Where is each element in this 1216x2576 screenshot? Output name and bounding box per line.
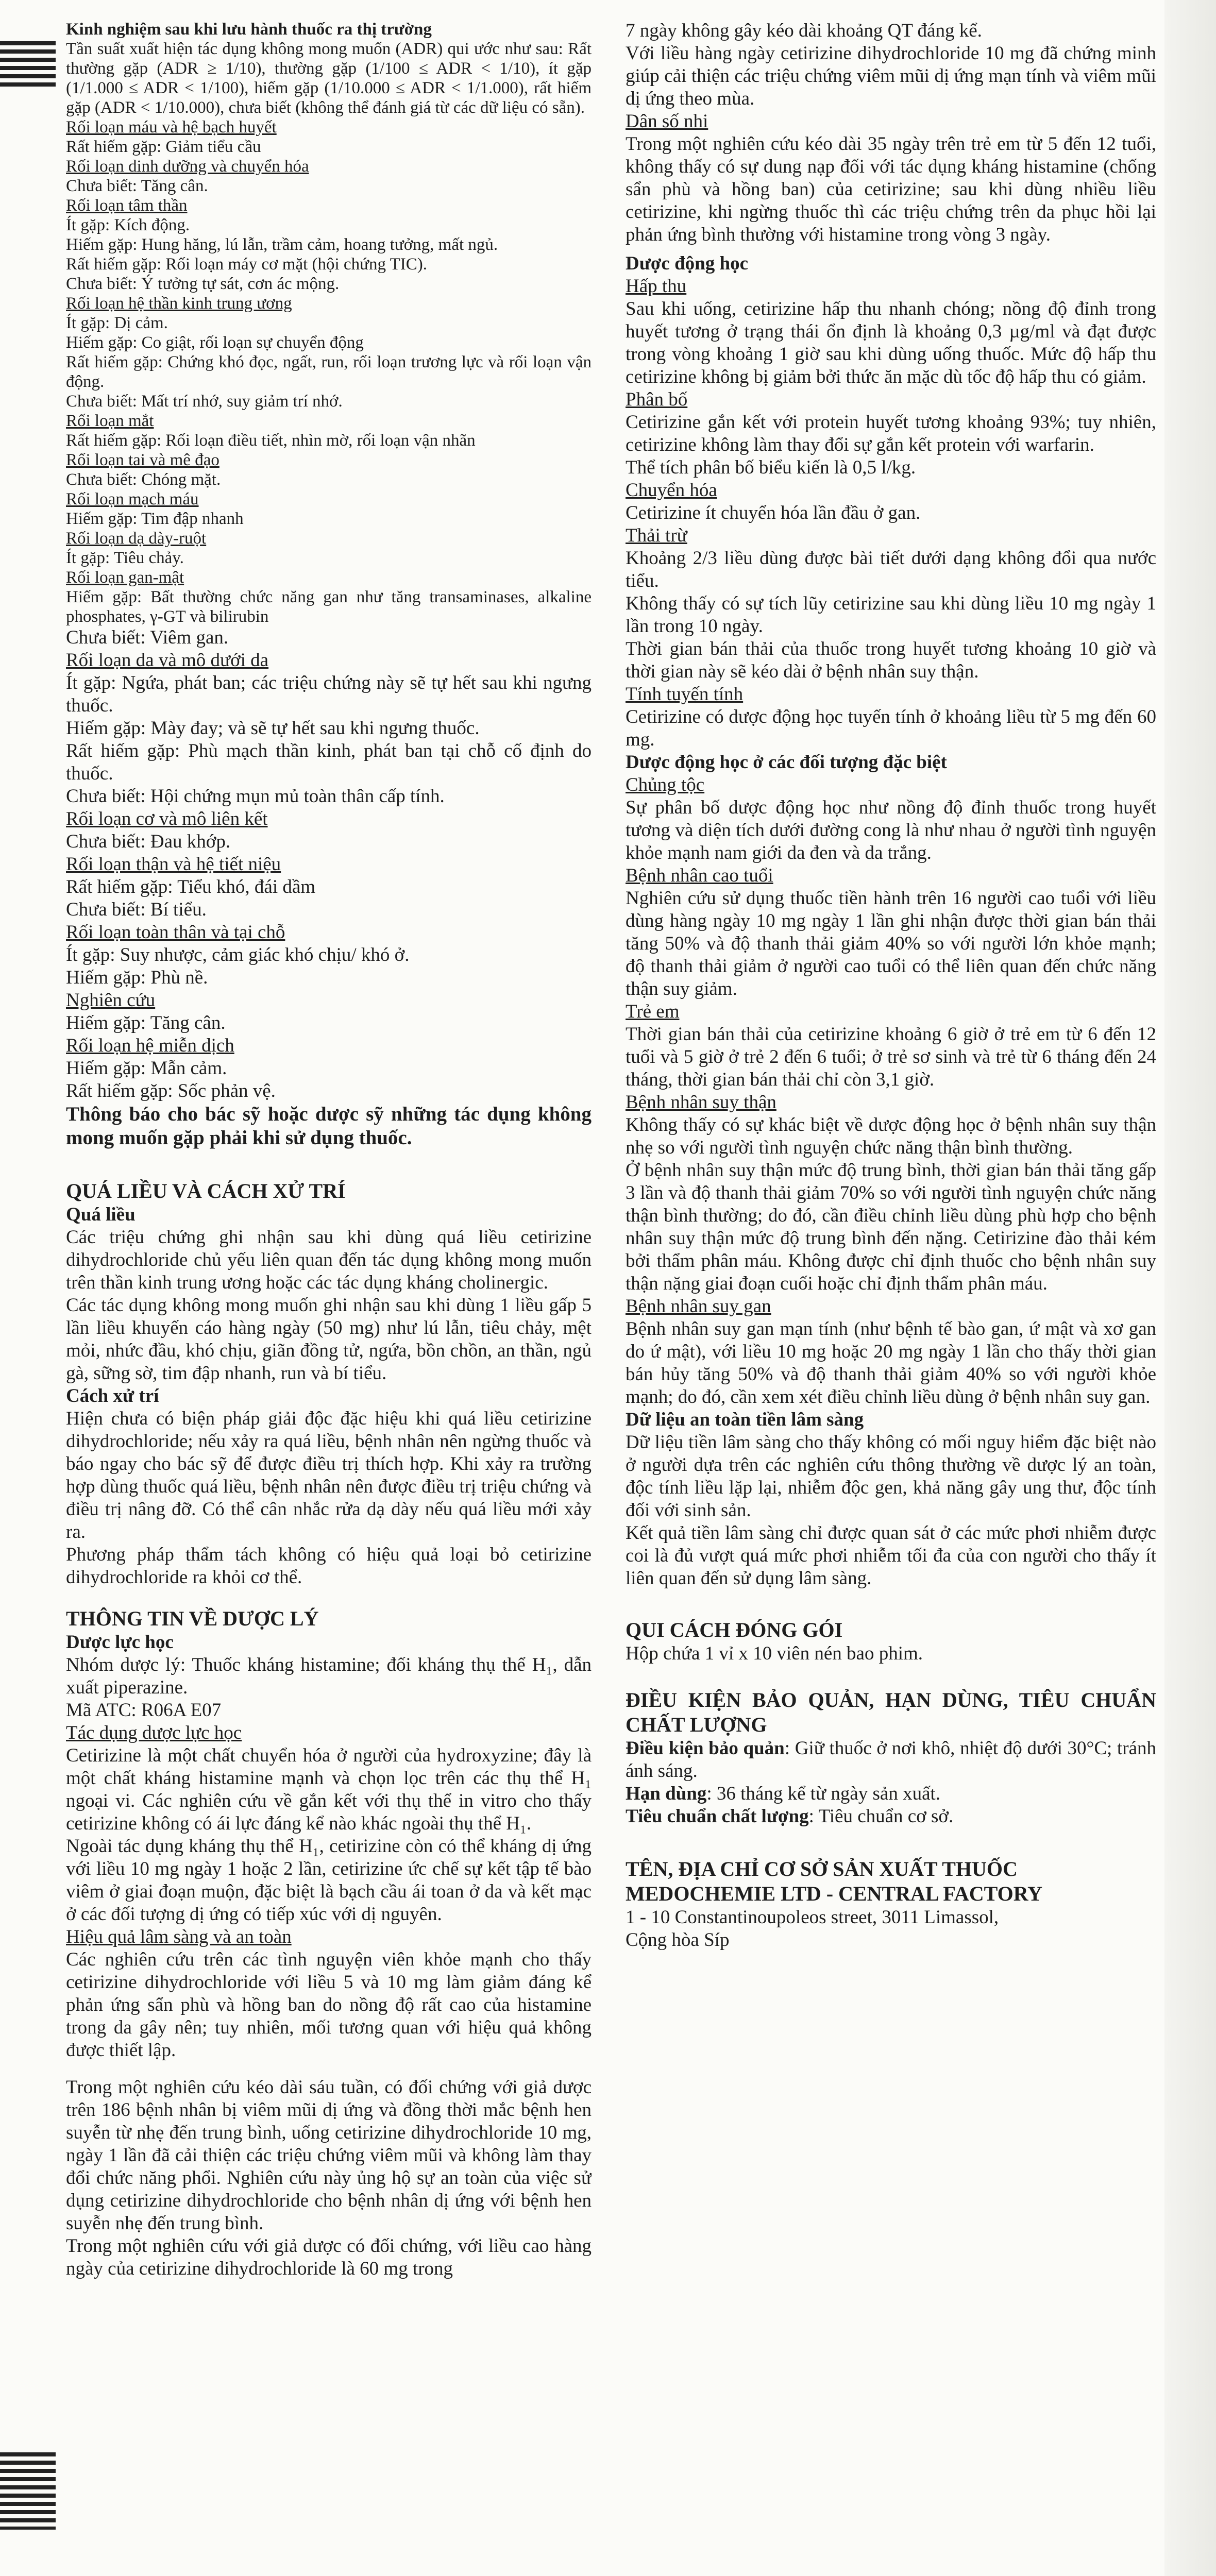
renal-paragraph: Không thấy có sự khác biệt về dược động học ở bệnh nhân suy thận nhẹ so với người tình nguyện chức năng thận bình thường. <box>626 1114 1156 1158</box>
children-subtitle: Trẻ em <box>626 1001 680 1022</box>
adr-heading: Rối loạn gan-mật <box>66 568 184 587</box>
adr-item: Ít gặp: Kích động. <box>66 216 190 234</box>
adr-item: Chưa biết: Đau khớp. <box>66 831 231 852</box>
adr-heading: Rối loạn mắt <box>66 412 154 430</box>
elimination-paragraph: Không thấy có sự tích lũy cetirizine sau khi dùng liều 10 mg ngày 1 lần trong 10 ngày. <box>626 593 1156 637</box>
clinical-paragraph: Trong một nghiên cứu với giả dược có đối chứng, với liều cao hàng ngày của cetirizine dihydrochloride là 60 mg trong <box>66 2235 592 2279</box>
right-column <box>626 20 1156 2576</box>
adr-heading: Rối loạn dạ dày-ruột <box>66 529 207 548</box>
metabolism-subtitle: Chuyển hóa <box>626 480 717 501</box>
elderly-paragraph: Nghiên cứu sử dụng thuốc tiền hành trên 16 người cao tuổi với liều dùng hàng ngày 10 mg ngày 1 lần ghi nhận được thời gian bán thải tăng 50% và độ thanh thải giảm 40% so với người lớn khỏe mạnh; độ thanh thải giảm ở người cao tuổi có thể liên quan đến chức năng thận suy giảm. <box>626 888 1156 999</box>
quality-value: : Tiêu chuẩn cơ sở. <box>808 1806 954 1827</box>
hepatic-subtitle: Bệnh nhân suy gan <box>626 1296 771 1317</box>
adr-heading: Rối loạn hệ thần kinh trung ương <box>66 294 292 313</box>
adr-heading: Rối loạn hệ miễn dịch <box>66 1035 234 1056</box>
adr-item: Chưa biết: Tăng cân. <box>66 177 208 195</box>
distribution-paragraph: Cetirizine gắn kết với protein huyết tương khoảng 93%; tuy nhiên, cetirizine không làm thay đổi sự gắn kết protein với warfarin. <box>626 412 1156 455</box>
absorption-subtitle: Hấp thu <box>626 276 687 297</box>
special-populations-title: Dược động học ở các đối tượng đặc biệt <box>626 752 947 773</box>
continued-paragraph: 7 ngày không gây kéo dài khoảng QT đáng kể. <box>626 20 982 41</box>
adr-item: Rất hiếm gặp: Chứng khó đọc, ngất, run, rối loạn trương lực và rối loạn vận động. <box>66 353 592 391</box>
report-warning: Thông báo cho bác sỹ hoặc dược sỹ những tác dụng không mong muốn gặp phải khi sử dụng thuốc. <box>66 1103 592 1149</box>
adr-heading: Rối loạn toàn thân và tại chỗ <box>66 922 285 943</box>
adr-item: Ít gặp: Tiêu chảy. <box>66 549 184 567</box>
treatment-paragraph: Hiện chưa có biện pháp giải độc đặc hiệu khi quá liều cetirizine dihydrochloride; nếu xảy ra quá liều, bệnh nhân nên ngừng thuốc và báo ngay cho bác sỹ để được điều trị thích hợp. Khi xảy ra trường hợp dùng thuốc quá liều, bệnh nhân nên được điều trị triệu chứng và điều trị nâng đỡ. Có thể cân nhắc rửa dạ dày nếu quá liều mới xảy ra. <box>66 1408 592 1543</box>
packaging-paragraph: Hộp chứa 1 vỉ x 10 viên nén bao phim. <box>626 1643 923 1664</box>
pharmacology-title: THÔNG TIN VỀ DƯỢC LÝ <box>66 1607 319 1630</box>
manufacturer-country: Cộng hòa Síp <box>626 1929 730 1951</box>
adr-item: Ít gặp: Dị cảm. <box>66 314 168 332</box>
hepatic-paragraph: Bệnh nhân suy gan mạn tính (như bệnh tế bào gan, ứ mật và xơ gan do ứ mật), với liều 10 mg hoặc 20 mg ngày 1 lần cho thấy thời gian bán hủy tăng 50% và độ thanh thải giảm 40% so với người khỏe mạnh; do đó, cần xem xét điều chỉnh liều dùng ở bệnh nhân suy gan. <box>626 1318 1156 1408</box>
adr-heading: Rối loạn tâm thần <box>66 196 188 215</box>
frequency-intro: Tần suất xuất hiện tác dụng không mong muốn (ADR) qui ước như sau: Rất thường gặp (ADR ≥ 1/10), thường gặp (1/100 ≤ ADR < 1/10), ít gặp (1/1.000 ≤ ADR < 1/100), hiếm gặp (1/10.000 ≤ ADR < 1/1.000), rất hiếm gặp (ADR < 1/10.000), chưa biết (không thể đánh giá từ các dữ liệu có sẵn). <box>66 40 592 117</box>
treatment-subtitle: Cách xử trí <box>66 1385 159 1406</box>
pediatric-paragraph: Trong một nghiên cứu kéo dài 35 ngày trên trẻ em từ 5 đến 12 tuổi, không thấy có sự dung nạp đối với tác dụng kháng histamine (chống sẩn phù và hồng ban) của cetirizine; sau khi dùng nhiều liều cetirizine, khi ngừng thuốc thì các triệu chứng trên da phục hồi lại phản ứng bình thường với histamine trong vòng 3 ngày. <box>626 133 1156 245</box>
clinical-paragraph: Trong một nghiên cứu kéo dài sáu tuần, có đối chứng với giả dược trên 186 bệnh nhân bị viêm mũi dị ứng và đồng thời mắc bệnh hen suyễn từ nhẹ đến trung bình, uống cetirizine dihydrochloride 10 mg, ngày 1 lần đã cải thiện các triệu chứng viêm mũi và không làm thay đổi chức năng phổi. Nghiên cứu này ủng hộ sự an toàn của việc sử dụng cetirizine dihydrochloride cho bệnh nhân dị ứng với bệnh hen suyễn nhẹ đến trung bình. <box>66 2077 592 2234</box>
manufacturer-name: MEDOCHEMIE LTD - CENTRAL FACTORY <box>626 1882 1043 1905</box>
continued-paragraph: Với liều hàng ngày cetirizine dihydrochloride 10 mg đã chứng minh giúp cải thiện các triệu chứng viêm mũi dị ứng mạn tính và viêm mũi dị ứng theo mùa. <box>626 43 1156 109</box>
storage-value: : Giữ thuốc ở nơi khô, nhiệt độ dưới 30°C; tránh ánh sáng. <box>626 1738 1156 1782</box>
metabolism-paragraph: Cetirizine ít chuyển hóa lần đầu ở gan. <box>626 502 921 523</box>
clinical-paragraph: Các nghiên cứu trên các tình nguyện viên khỏe mạnh cho thấy cetirizine dihydrochloride với liều 5 và 10 mg làm giảm đáng kể phản ứng sẩn phù và hồng ban do nồng độ rất cao của histamine trong da gây nên; tuy nhiên, mối tương quan với hiệu quả không được thiết lập. <box>66 1949 592 2061</box>
adr-heading: Rối loạn tai và mê đạo <box>66 451 219 469</box>
left-column <box>66 20 592 2576</box>
clinical-subtitle: Hiệu quả lâm sàng và an toàn <box>66 1926 292 1947</box>
adr-heading: Nghiên cứu <box>66 990 156 1011</box>
overdose-paragraph: Các tác dụng không mong muốn ghi nhận sau khi dùng 1 liều gấp 5 lần liều khuyến cáo hàng ngày (50 mg) như lú lẫn, tiêu chảy, mệt mỏi, nhức đầu, khó chịu, giãn đồng tử, ngứa, bồn chồn, an thần, ngủ gà, sững sờ, tim đập nhanh, run và bí tiểu. <box>66 1295 592 1384</box>
pharmacokinetics-title: Dược động học <box>626 253 748 274</box>
adr-item: Hiếm gặp: Mày đay; và sẽ tự hết sau khi ngưng thuốc. <box>66 718 480 739</box>
mechanism-paragraph: Cetirizine là một chất chuyển hóa ở người của hydroxyzine; đây là một chất kháng histamine mạnh và chọn lọc trên các thụ thể H₁ ngoại vi. Các nghiên cứu về gắn kết với thụ thể in vitro cho thấy cetirizine không có ái lực đáng kể nào khác ngoài thụ thể H₁. <box>66 1745 592 1834</box>
adr-item: Ít gặp: Suy nhược, cảm giác khó chịu/ khó ở. <box>66 944 410 965</box>
adr-heading: Rối loạn mạch máu <box>66 490 199 509</box>
expiry-value: : 36 tháng kể từ ngày sản xuất. <box>706 1783 941 1804</box>
packaging-title: QUI CÁCH ĐÓNG GÓI <box>626 1618 843 1641</box>
adr-item: Hiếm gặp: Hung hăng, lú lẫn, trầm cảm, hoang tưởng, mất ngủ. <box>66 235 498 254</box>
adr-heading: Rối loạn thận và hệ tiết niệu <box>66 854 281 875</box>
expiry-label: Hạn dùng <box>626 1783 707 1804</box>
children-paragraph: Thời gian bán thải của cetirizine khoảng 6 giờ ở trẻ em từ 6 đến 12 tuổi và 5 giờ ở trẻ 2 đến 6 tuổi; ở trẻ sơ sinh và trẻ từ 6 tháng đến 24 tháng, thời gian bán thải chỉ còn 3,1 giờ. <box>626 1024 1156 1090</box>
adr-item: Ít gặp: Ngứa, phát ban; các triệu chứng này sẽ tự hết sau khi ngưng thuốc. <box>66 672 592 716</box>
distribution-paragraph: Thể tích phân bố biểu kiến là 0,5 l/kg. <box>626 457 916 478</box>
overdose-paragraph: Các triệu chứng ghi nhận sau khi dùng quá liều cetirizine dihydrochloride chủ yếu liên quan đến tác dụng không mong muốn trên thần kinh trung ương hoặc các tác dụng kháng cholinergic. <box>66 1227 592 1293</box>
manufacturer-address: 1 - 10 Constantinoupoleos street, 3011 Limassol, <box>626 1907 999 1928</box>
adr-item: Rất hiếm gặp: Rối loạn máy cơ mặt (hội chứng TIC). <box>66 255 428 274</box>
overdose-subtitle: Quá liều <box>66 1204 136 1225</box>
adr-item: Chưa biết: Hội chứng mụn mủ toàn thân cấp tính. <box>66 786 445 807</box>
adr-item: Hiếm gặp: Tim đập nhanh <box>66 510 244 528</box>
adr-item: Hiếm gặp: Mẫn cảm. <box>66 1058 227 1079</box>
elimination-paragraph: Khoảng 2/3 liều dùng được bài tiết dưới dạng không đổi qua nước tiểu. <box>626 548 1156 591</box>
barcode-mark-bottom <box>0 2452 56 2530</box>
adr-item: Rất hiếm gặp: Rối loạn điều tiết, nhìn mờ, rối loạn vận nhãn <box>66 431 476 450</box>
storage-line <box>626 1737 1156 1783</box>
adr-heading: Rối loạn da và mô dưới da <box>66 650 269 671</box>
preclinical-title: Dữ liệu an toàn tiền lâm sàng <box>626 1409 864 1430</box>
adr-heading: Rối loạn máu và hệ bạch huyết <box>66 118 277 137</box>
linearity-subtitle: Tính tuyến tính <box>626 684 744 705</box>
linearity-paragraph: Cetirizine có dược động học tuyến tính ở khoảng liều từ 5 mg đến 60 mg. <box>626 706 1156 750</box>
preclinical-paragraph: Dữ liệu tiền lâm sàng cho thấy không có mối nguy hiểm đặc biệt nào ở người dựa trên các nghiên cứu thông thường về dược lý an toàn, độc tính liều lặp lại, nhiễm độc gen, khả năng gây ung thư, độc tính đối với sinh sản. <box>626 1432 1156 1521</box>
elimination-paragraph: Thời gian bán thải của thuốc trong huyết tương khoảng 10 giờ và thời gian này sẽ kéo dài ở bệnh nhân suy thận. <box>626 638 1156 682</box>
page-fold-shadow <box>1164 0 1216 2576</box>
treatment-paragraph: Phương pháp thẩm tách không có hiệu quả loại bỏ cetirizine dihydrochloride ra khỏi cơ thể. <box>66 1544 592 1588</box>
adr-heading: Rối loạn dinh dưỡng và chuyển hóa <box>66 157 309 176</box>
absorption-paragraph: Sau khi uống, cetirizine hấp thu nhanh chóng; nồng độ đỉnh trong huyết tương ở trạng thái ổn định là khoảng 0,3 µg/ml và đạt được trong vòng khoảng 1 giờ sau khi dùng uống thuốc. Mức độ hấp thu cetirizine không bị giảm bởi thức ăn mặc dù tốc độ hấp thu có giảm. <box>626 298 1156 387</box>
pediatric-subtitle: Dân số nhi <box>626 111 708 132</box>
renal-paragraph: Ở bệnh nhân suy thận mức độ trung bình, thời gian bán thải tăng gấp 3 lần và độ thanh thải giảm 70% so với người tình nguyện chức năng thận bình thường; do đó, cần điều chỉnh liều dùng phù hợp cho bệnh nhân suy thận mức độ trung bình đến nặng. Cetirizine đào thải kém bởi thẩm phân máu. Không được chỉ định thuốc cho bệnh nhân suy thận nặng giai đoạn cuối hoặc chỉ định thẩm phân máu. <box>626 1160 1156 1294</box>
elderly-subtitle: Bệnh nhân cao tuổi <box>626 865 773 886</box>
adr-list <box>66 117 592 1103</box>
adr-item: Rất hiếm gặp: Sốc phản vệ. <box>66 1080 276 1101</box>
storage-label: Điều kiện bảo quản <box>626 1738 785 1759</box>
adr-item: Rất hiếm gặp: Tiểu khó, đái dầm <box>66 876 316 897</box>
mechanism-paragraph: Ngoài tác dụng kháng thụ thể H₁, cetirizine còn có thể kháng dị ứng với liều 10 mg ngày 1 hoặc 2 lần, cetirizine ức chế sự kết tập tế bào viêm ở giai đoạn muộn, đặc biệt là bạch cầu ái toan ở da và kết mạc ở các đối tượng dị ứng có tiếp xúc với dị nguyên. <box>66 1836 592 1925</box>
adr-item: Hiếm gặp: Phù nề. <box>66 967 208 988</box>
barcode-mark-top <box>0 41 56 88</box>
preclinical-paragraph: Kết quả tiền lâm sàng chỉ được quan sát ở các mức phơi nhiễm được coi là đủ vượt quá mức phơi nhiễm tối đa của con người cho thấy ít liên quan đến sử dụng lâm sàng. <box>626 1522 1156 1589</box>
atc-code: Mã ATC: R06A E07 <box>66 1700 222 1721</box>
adr-item: Chưa biết: Bí tiểu. <box>66 899 207 920</box>
storage-title: ĐIỀU KIỆN BẢO QUẢN, HẠN DÙNG, TIÊU CHUẨN CHẤT LƯỢNG <box>626 1688 1156 1736</box>
adr-item: Rất hiếm gặp: Giảm tiểu cầu <box>66 138 261 156</box>
expiry-line <box>626 1783 1156 1805</box>
overdose-title: QUÁ LIỀU VÀ CÁCH XỬ TRÍ <box>66 1179 346 1202</box>
adr-item: Hiếm gặp: Co giật, rối loạn sự chuyển động <box>66 333 364 352</box>
adr-item: Rất hiếm gặp: Phù mạch thần kinh, phát ban tại chỗ cố định do thuốc. <box>66 740 592 784</box>
manufacturer-title: TÊN, ĐỊA CHỈ CƠ SỞ SẢN XUẤT THUỐC <box>626 1857 1018 1880</box>
adr-item: Chưa biết: Chóng mặt. <box>66 470 221 489</box>
elimination-subtitle: Thải trừ <box>626 525 687 546</box>
adr-item: Hiếm gặp: Tăng cân. <box>66 1012 226 1033</box>
renal-subtitle: Bệnh nhân suy thận <box>626 1092 776 1113</box>
adr-heading: Rối loạn cơ và mô liên kết <box>66 808 268 829</box>
pharmacologic-group: Nhóm dược lý: Thuốc kháng histamine; đối kháng thụ thể H₁, dẫn xuất piperazine. <box>66 1654 592 1698</box>
distribution-subtitle: Phân bố <box>626 389 688 410</box>
quality-line <box>626 1805 1156 1828</box>
post-marketing-title: Kinh nghiệm sau khi lưu hành thuốc ra thị trường <box>66 20 432 39</box>
adr-item: Chưa biết: Ý tưởng tự sát, cơn ác mộng. <box>66 275 340 293</box>
race-subtitle: Chủng tộc <box>626 774 705 795</box>
adr-item: Chưa biết: Mất trí nhớ, suy giảm trí nhớ. <box>66 392 343 411</box>
pharmacodynamics-subtitle: Dược lực học <box>66 1632 174 1653</box>
mechanism-subtitle: Tác dụng dược lực học <box>66 1722 242 1743</box>
adr-item: Hiếm gặp: Bất thường chức năng gan như tăng transaminases, alkaline phosphates, γ-GT và bilirubin <box>66 588 592 626</box>
quality-label: Tiêu chuẩn chất lượng <box>626 1806 809 1827</box>
race-paragraph: Sự phân bố dược động học như nồng độ đỉnh thuốc trong huyết tương và diện tích dưới đường cong là như nhau ở người tình nguyện khỏe mạnh nam giới da đen và da trắng. <box>626 797 1156 863</box>
adr-item: Chưa biết: Viêm gan. <box>66 627 229 648</box>
